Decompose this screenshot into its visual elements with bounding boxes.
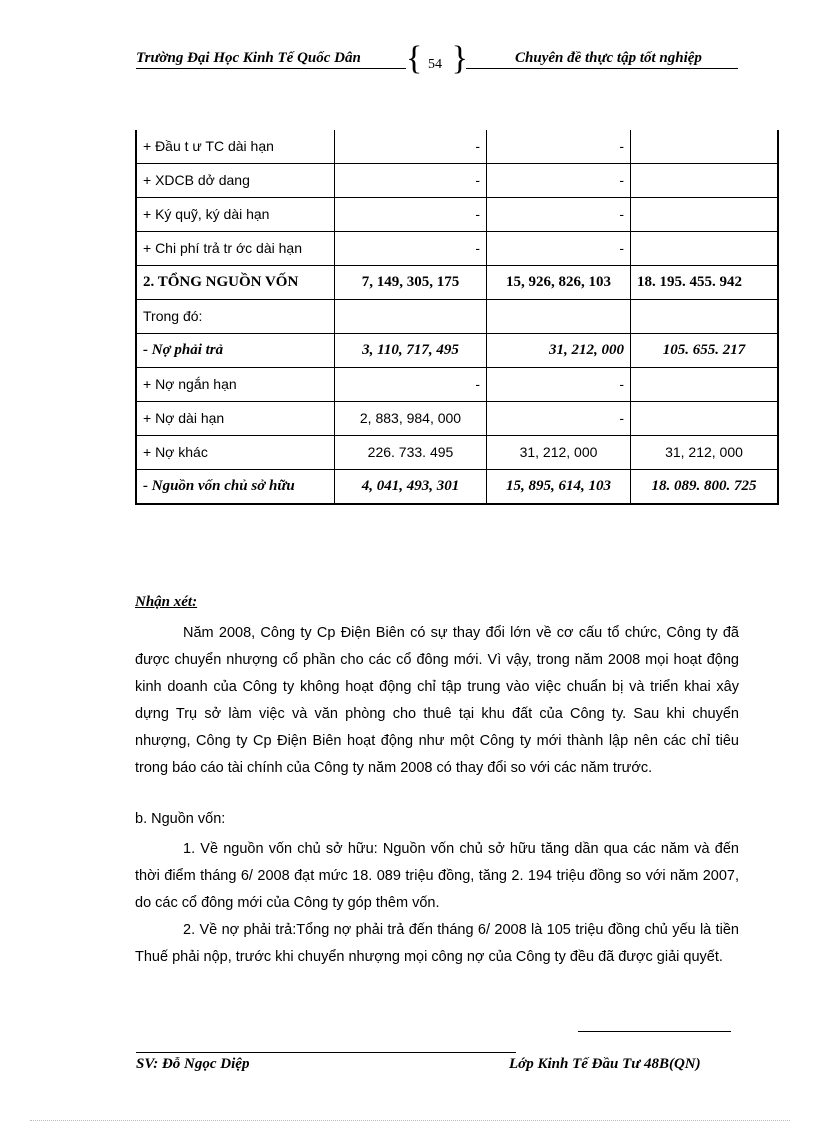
signature-line bbox=[578, 1031, 731, 1032]
cell-2006: - bbox=[335, 130, 487, 164]
cell-2007: - bbox=[487, 164, 631, 198]
table-row bbox=[136, 334, 778, 368]
cell-2008 bbox=[631, 368, 779, 402]
table-row bbox=[136, 198, 778, 232]
header-subject: Chuyên đề thực tập tốt nghiệp bbox=[515, 50, 702, 66]
table-row bbox=[136, 470, 778, 505]
table-row bbox=[136, 402, 778, 436]
cell-2007: 15, 895, 614, 103 bbox=[487, 470, 631, 505]
cell-2006: 4, 041, 493, 301 bbox=[335, 470, 487, 505]
page-number-box bbox=[406, 40, 468, 82]
cell-2006: - bbox=[335, 232, 487, 266]
row-label: + Nợ khác bbox=[136, 436, 335, 470]
capital-paragraph-liabilities: 2. Về nợ phải trả:Tổng nợ phải trả đến tháng 6/ 2008 là 105 triệu đồng chủ yếu là tiền Thuế phải nộp, trước khi chuyển nhượng mọi công nợ của Công ty đều đã được giải quyết. bbox=[135, 922, 739, 965]
cell-2008: 105. 655. 217 bbox=[631, 334, 779, 368]
cell-2007: 15, 926, 826, 103 bbox=[487, 266, 631, 300]
cell-2008 bbox=[631, 402, 779, 436]
cell-2008: 18. 195. 455. 942 bbox=[631, 266, 779, 300]
cell-2006: - bbox=[335, 198, 487, 232]
row-label: + Ký quỹ, ký dài hạn bbox=[136, 198, 335, 232]
cell-2008: 31, 212, 000 bbox=[631, 436, 779, 470]
cell-2007: - bbox=[487, 368, 631, 402]
cell-2007: 31, 212, 000 bbox=[487, 436, 631, 470]
row-label: + Chi phí trả tr ớc dài hạn bbox=[136, 232, 335, 266]
cell-2007 bbox=[487, 300, 631, 334]
cell-2007: 31, 212, 000 bbox=[487, 334, 631, 368]
row-label: Trong đó: bbox=[136, 300, 335, 334]
brace-right-icon: } bbox=[451, 40, 468, 77]
cell-2006 bbox=[335, 300, 487, 334]
brace-left-icon: { bbox=[406, 40, 423, 77]
footer-rule bbox=[136, 1052, 516, 1053]
table-row bbox=[136, 436, 778, 470]
row-label-owner-equity: - Nguồn vốn chủ sở hữu bbox=[136, 470, 335, 505]
cell-2007: - bbox=[487, 198, 631, 232]
cell-2006: 226. 733. 495 bbox=[335, 436, 487, 470]
comment-paragraph: Năm 2008, Công ty Cp Điện Biên có sự thay đổi lớn về cơ cấu tổ chức, Công ty đã được chuyển nhượng cổ phần cho các cổ đông mới. Vì vậy, trong năm 2008 mọi hoạt động kinh doanh của Công ty không hoạt động chỉ tập trung vào việc chuẩn bị và triển khai xây dựng Trụ sở làm việc và văn phòng cho thuê tại khu đất của Công ty. Sau khi chuyển nhượng, Công ty Cp Điện Biên hoạt động như một Công ty mới thành lập nên các chỉ tiêu trong báo cáo tài chính của Công ty năm 2008 có thay đổi so với các năm trước. bbox=[135, 625, 739, 776]
cell-2008 bbox=[631, 164, 779, 198]
row-label-liabilities: - Nợ phải trả bbox=[136, 334, 335, 368]
cell-2008 bbox=[631, 130, 779, 164]
table-row bbox=[136, 130, 778, 164]
cell-2006: 7, 149, 305, 175 bbox=[335, 266, 487, 300]
table-row bbox=[136, 300, 778, 334]
page-bottom-edge bbox=[30, 1120, 790, 1121]
cell-2007: - bbox=[487, 130, 631, 164]
cell-2006: 2, 883, 984, 000 bbox=[335, 402, 487, 436]
cell-2007: - bbox=[487, 232, 631, 266]
row-label: + Nợ ngắn hạn bbox=[136, 368, 335, 402]
cell-2008 bbox=[631, 198, 779, 232]
cell-2008 bbox=[631, 232, 779, 266]
comment-title: Nhận xét: bbox=[135, 594, 198, 610]
footer-class: Lớp Kinh Tế Đầu Tư 48B(QN) bbox=[509, 1056, 701, 1072]
row-label: + Đầu t ư TC dài hạn bbox=[136, 130, 335, 164]
table-row bbox=[136, 368, 778, 402]
header-school: Trường Đại Học Kinh Tế Quốc Dân bbox=[136, 50, 361, 66]
header-rule-left bbox=[136, 68, 406, 69]
cell-2006: - bbox=[335, 164, 487, 198]
subheading-capital: b. Nguồn vốn: bbox=[135, 811, 226, 827]
row-label: + Nợ dài hạn bbox=[136, 402, 335, 436]
footer-student: SV: Đỗ Ngọc Diệp bbox=[136, 1056, 250, 1072]
row-label: + XDCB dở dang bbox=[136, 164, 335, 198]
page-number: 54 bbox=[428, 57, 442, 72]
cell-2008 bbox=[631, 300, 779, 334]
table-row bbox=[136, 266, 778, 300]
row-label-total-capital: 2. TỔNG NGUỒN VỐN bbox=[136, 266, 335, 300]
table-row bbox=[136, 232, 778, 266]
cell-2008: 18. 089. 800. 725 bbox=[631, 470, 779, 505]
cell-2006: - bbox=[335, 368, 487, 402]
cell-2007: - bbox=[487, 402, 631, 436]
capital-table bbox=[135, 130, 779, 505]
header-rule-right bbox=[466, 68, 738, 69]
capital-paragraph-equity: 1. Về nguồn vốn chủ sở hữu: Nguồn vốn chủ sở hữu tăng dần qua các năm và đến thời điểm tháng 6/ 2008 đạt mức 18. 089 triệu đồng, tăng 2. 194 triệu đồng so với năm 2007, do các cổ đông mới của Công ty góp thêm vốn. bbox=[135, 841, 739, 911]
table-row bbox=[136, 164, 778, 198]
cell-2006: 3, 110, 717, 495 bbox=[335, 334, 487, 368]
